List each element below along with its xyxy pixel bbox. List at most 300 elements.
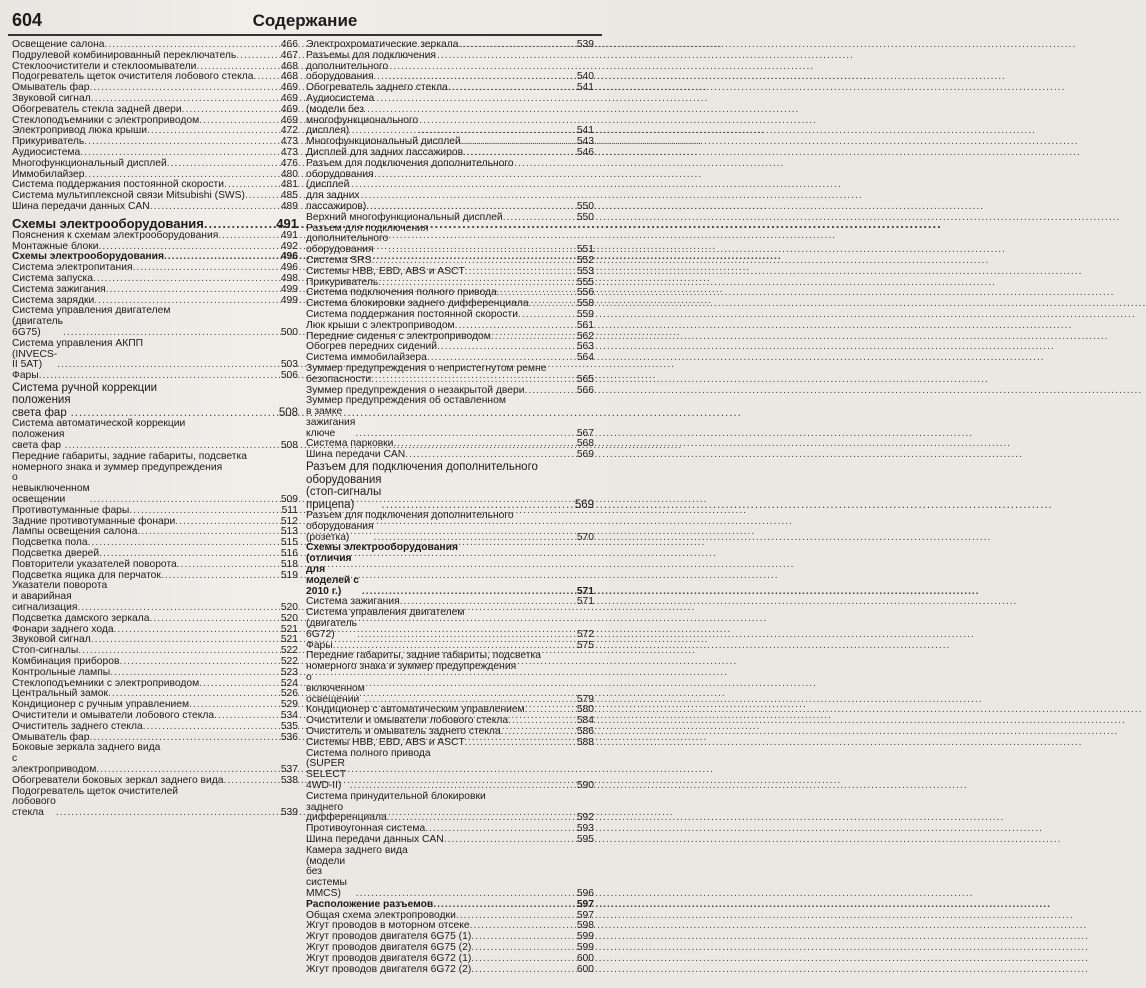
- toc-entry-title: Фары: [306, 639, 333, 651]
- toc-entry-page: 519: [280, 569, 298, 581]
- toc-entry-page: 586: [576, 726, 594, 738]
- toc-entry: [306, 846, 594, 900]
- toc-entry-title: Обогреватель заднего стекла: [306, 82, 448, 94]
- toc-entry-page: 567: [576, 427, 594, 439]
- toc-entry-title: Контрольные лампы: [12, 666, 111, 678]
- toc-entry-title: Стеклоподъемники с электроприводом: [12, 677, 200, 689]
- toc-entry-title: Повторители указателей поворота: [12, 558, 177, 570]
- toc-entry-page: 503: [280, 359, 298, 371]
- leader-dots: [465, 738, 576, 749]
- toc-entry: [12, 339, 298, 371]
- leader-dots: [471, 965, 576, 976]
- toc-entry-title: Стеклоподъемники с электроприводом: [12, 114, 200, 126]
- toc-entry-title: Аудиосистема: [12, 146, 81, 158]
- toc-entry-title: о включенном освещении: [306, 672, 365, 705]
- toc-entry-page: 546: [576, 146, 594, 158]
- toc-entry-page: 508: [278, 406, 298, 419]
- leader-dots: [39, 371, 280, 382]
- page-title: Содержание: [252, 11, 358, 30]
- toc-entry-page: 473: [280, 146, 298, 158]
- toc-entry-page: 553: [576, 265, 594, 277]
- toc-entry-title: Подсветка дамского зеркала: [12, 612, 150, 624]
- toc-entry-title: Обогреватели боковых зеркал заднего вида: [12, 774, 224, 786]
- toc-entry-page: 469: [280, 92, 298, 104]
- toc-entry-title: Иммобилайзер: [12, 168, 85, 180]
- toc-entry: [12, 581, 298, 613]
- toc-entry-page: 468: [280, 60, 298, 72]
- toc-entry: [306, 792, 594, 824]
- toc-entry-page: 556: [576, 287, 594, 299]
- toc-entry: [306, 267, 594, 278]
- toc-entry-title-line: Передние габариты, задние габариты, подсветка: [306, 650, 541, 662]
- toc-entry-title: Система зажигания: [306, 596, 400, 608]
- toc-entry-title: Фары: [12, 370, 39, 382]
- toc-entry-page: 539: [576, 39, 594, 50]
- toc-entry: [12, 560, 298, 571]
- toc-entry-page: 539: [280, 807, 298, 819]
- toc-entry-title: Многофункциональный дисплей: [12, 157, 167, 169]
- toc-entry-title: (дисплей для задних пассажиров): [306, 179, 367, 212]
- toc-entry-page: 571: [576, 585, 594, 597]
- toc-entry-title: Верхний многофункциональный дисплей: [306, 211, 503, 223]
- toc-entry-title: Обогрев передних сидений: [306, 341, 437, 353]
- toc-right-column: [306, 40, 594, 975]
- toc-entry-title: Прикуриватель: [306, 276, 379, 288]
- toc-entry-page: 469: [280, 103, 298, 115]
- toc-entry-page: 491: [280, 229, 298, 241]
- toc-entry-page: 496: [280, 251, 298, 263]
- toc-entry-page: 469: [280, 114, 298, 126]
- toc-entry: [12, 722, 298, 733]
- toc-entry-title-line: Система управления АКПП: [12, 337, 144, 349]
- toc-entry-title-line: Разъем для подключения дополнительного: [306, 510, 514, 522]
- toc-entry-title: дополнительного оборудования: [306, 60, 389, 83]
- toc-entry-page: 521: [280, 634, 298, 646]
- toc-entry-title: Электропривод люка крыши: [12, 125, 148, 137]
- toc-entry-title: лобового стекла: [12, 796, 56, 819]
- toc-entry: [306, 94, 594, 137]
- toc-entry-title: Жгут проводов двигателя 6G72 (1): [306, 952, 472, 964]
- leader-dots: [218, 231, 280, 242]
- toc-entry-title: Подсветка ящика для перчаток: [12, 569, 161, 581]
- toc-entry-page: 522: [280, 645, 298, 657]
- toc-entry-title: Монтажные блоки: [12, 240, 99, 252]
- leader-dots: [448, 83, 576, 94]
- toc-entry-title-line: Система принудительной блокировки: [306, 790, 486, 802]
- toc-entry-page: 600: [576, 952, 594, 964]
- page-header: [8, 10, 602, 34]
- toc-entry: [306, 900, 594, 911]
- toc-entry-page: 598: [576, 920, 594, 932]
- toc-entry-title-line: Боковые зеркала заднего вида: [12, 742, 161, 754]
- toc-entry-page: 520: [280, 601, 298, 613]
- toc-entry-title-line: Разъем для подключения дополнительного: [306, 461, 538, 474]
- toc-entry-title: Кондиционер с ручным управлением: [12, 699, 190, 711]
- toc-entry-title: Многофункциональный дисплей: [306, 136, 461, 148]
- toc-entry: [306, 651, 594, 705]
- toc-entry-title: Жгут проводов двигателя 6G75 (2): [306, 941, 472, 953]
- toc-entry-title-line: Камера заднего вида: [306, 844, 408, 856]
- toc-entry-page: 508: [280, 440, 298, 451]
- toc-entry-title: оборудования (стоп-сигналы прицепа): [306, 473, 382, 511]
- toc-entry-title: Системы HBB, EBD, ABS и ASCT: [306, 265, 465, 277]
- toc-entry-title: Жгут проводов двигателя 6G72 (2): [306, 963, 472, 975]
- toc-entry-title: Схемы электрооборудования: [12, 251, 164, 263]
- leader-dots: [150, 614, 280, 625]
- toc-entry-title: (INVECS-II 5AT): [12, 348, 58, 371]
- toc-entry: [306, 321, 594, 332]
- toc-entry-title: Прикуриватель: [12, 136, 85, 148]
- toc-entry-title: Лампы освещения салона: [12, 526, 138, 538]
- toc-entry-title: Освещение салона: [12, 39, 105, 50]
- toc-entry-page: 535: [280, 720, 298, 732]
- toc-entry: [12, 306, 298, 338]
- toc-entry-title-line: Подогреватель щеток очистителей: [12, 785, 179, 797]
- toc-entry: [306, 511, 594, 543]
- toc-entry-title: Противоугонная система: [306, 823, 426, 835]
- toc-entry-title: Омыватель фар: [12, 731, 90, 743]
- toc-entry-title: о невыключенном освещении: [12, 472, 90, 505]
- toc-entry: [12, 51, 298, 62]
- toc-entry-page: 575: [576, 639, 594, 651]
- header-rule: [8, 34, 602, 36]
- toc-entry-title-line: Разъемы для подключения: [306, 49, 436, 61]
- toc-entry-page: 540: [576, 71, 594, 83]
- toc-entry-title-line: Передние габариты, задние габариты, подсветка: [12, 450, 247, 462]
- toc-entry-page: 498: [280, 272, 298, 284]
- toc-entry-page: 596: [576, 887, 594, 899]
- leader-dots: [182, 105, 280, 116]
- toc-entry: [12, 371, 298, 382]
- toc-entry-page: 566: [576, 384, 594, 396]
- toc-entry: [306, 954, 594, 965]
- toc-entry-title: Омыватель фар: [12, 82, 90, 94]
- leader-dots: [458, 40, 575, 51]
- leader-dots: [110, 668, 280, 679]
- toc-entry-page: 492: [280, 240, 298, 252]
- toc-entry-title: Система подключения полного привода: [306, 287, 497, 299]
- toc-entry-page: 541: [576, 125, 594, 137]
- toc-entry-page: 491: [276, 215, 298, 231]
- leader-dots: [129, 506, 280, 517]
- toc-entry-page: 564: [576, 352, 594, 364]
- toc-entry: [306, 965, 594, 976]
- toc-entry-page: 506: [280, 370, 298, 382]
- toc-entry-title: Кондиционер с автоматическим управлением: [306, 704, 525, 716]
- toc-entry-title: с электроприводом: [12, 753, 97, 775]
- toc-entry-title: Система зарядки: [12, 294, 95, 306]
- toc-entry: [306, 461, 594, 511]
- toc-entry-page: 521: [280, 623, 298, 635]
- toc-entry-title: Очистители и омыватели лобового стекла: [12, 709, 215, 721]
- toc-entry: [306, 749, 594, 792]
- toc-entry-title: Система поддержания постоянной скорости: [306, 308, 518, 320]
- toc-entry: [12, 506, 298, 517]
- toc-entry-title: Звуковой сигнал: [12, 634, 91, 646]
- page-number: 604: [12, 10, 43, 30]
- toc-entry-page: 518: [280, 558, 298, 570]
- toc-entry: [306, 51, 594, 83]
- toc-entry-title: Очиститель и омыватель заднего стекла: [306, 726, 501, 738]
- toc-entry-page: 599: [576, 931, 594, 943]
- toc-entry-page: 469: [280, 82, 298, 94]
- toc-entry-page: 534: [280, 709, 298, 721]
- toc-entry-title: Подрулевой комбинированный переключатель: [12, 49, 237, 61]
- toc-entry-page: 538: [280, 774, 298, 786]
- toc-entry: [306, 608, 594, 640]
- leader-dots: [150, 202, 280, 213]
- toc-entry: [306, 543, 594, 597]
- toc-entry-page: 523: [280, 666, 298, 678]
- toc-entry-title: Комбинация приборов: [12, 655, 120, 667]
- toc-entry-title-line: Разъем для подключения: [306, 222, 429, 234]
- toc-entry-page: 537: [280, 763, 298, 775]
- toc-entry-title-line: номерного знака и зуммер предупреждения: [12, 461, 223, 473]
- toc-entry-title: Схемы электрооборудования: [12, 215, 204, 231]
- toc-entry-page: 541: [576, 82, 594, 94]
- toc-entry-title: Жгут проводов в моторном отсеке: [306, 920, 470, 932]
- toc-entry-title-line: Зуммер предупреждения об оставленном: [306, 395, 506, 407]
- toc-entry: [12, 452, 298, 506]
- toc-entry-page: 485: [280, 190, 298, 202]
- leader-dots: [465, 267, 576, 278]
- toc-entry-title: Очистители и омыватели лобового стекла: [306, 715, 509, 727]
- toc-entry-title: Шина передачи данных CAN: [12, 200, 150, 212]
- leader-dots: [433, 900, 576, 911]
- toc-entry-title: безопасности: [306, 373, 372, 385]
- toc-entry-title: Задние противотуманные фонари: [12, 515, 176, 527]
- toc-entry-page: 588: [576, 736, 594, 748]
- toc-entry: [12, 285, 298, 296]
- toc-entry-page: 590: [576, 780, 594, 791]
- toc-entry: [12, 787, 298, 819]
- toc-entry-title: положения света фар: [12, 429, 65, 451]
- toc-entry-title: дополнительного оборудования: [306, 233, 389, 256]
- toc-entry: [12, 105, 298, 116]
- toc-entry-page: 468: [280, 71, 298, 83]
- toc-entry-page: 550: [576, 211, 594, 223]
- toc-entry-page: 568: [576, 438, 594, 450]
- toc-entry-title: Система SRS: [306, 254, 372, 266]
- toc-entry: [306, 159, 594, 213]
- leader-dots: [405, 450, 576, 461]
- toc-entry: [12, 382, 298, 420]
- toc-entry-title: Подсветка пола: [12, 537, 88, 549]
- toc-entry-title: Подсветка дверей: [12, 547, 100, 559]
- toc-entry-page: 555: [576, 276, 594, 288]
- toc-entry-page: 536: [280, 731, 298, 743]
- toc-entry-page: 579: [576, 693, 594, 705]
- toc-entry-title: Система блокировки заднего дифференциала: [306, 298, 529, 310]
- toc-entry: [306, 450, 594, 461]
- toc-entry-title-line: Система ручной коррекции: [12, 381, 158, 394]
- toc-entry-page: 551: [576, 244, 594, 256]
- toc-entry-page: 467: [280, 49, 298, 61]
- toc-entry-page: 597: [576, 909, 594, 921]
- toc-entry-page: 520: [280, 612, 298, 624]
- leader-dots: [106, 285, 280, 296]
- toc-entry-title: (двигатель 6G72): [306, 618, 358, 640]
- toc-entry-title: Система зажигания: [12, 283, 106, 295]
- toc-entry-title: Противотуманные фары: [12, 504, 130, 516]
- toc-entry-page: 565: [576, 373, 594, 385]
- toc-entry-title: Центральный замок: [12, 688, 109, 700]
- toc-entry-title: Системы HBB, EBD, ABS и ASCT: [306, 736, 465, 748]
- toc-entry-page: 481: [280, 179, 298, 191]
- toc-entry-title: Обогреватель стекла задней двери: [12, 103, 182, 115]
- toc-entry-title: (двигатель 6G75): [12, 316, 64, 338]
- toc-entry-page: 593: [576, 823, 594, 835]
- leader-dots: [177, 560, 280, 571]
- toc-entry-title: Расположение разъемов: [306, 898, 434, 910]
- leader-dots: [161, 571, 280, 582]
- leader-dots: [455, 321, 576, 332]
- toc-left-column: [12, 40, 298, 819]
- leader-dots: [371, 375, 576, 386]
- toc-entry-page: 529: [280, 699, 298, 711]
- toc-entry-title: Передние сиденья с электроприводом: [306, 330, 491, 342]
- toc-entry: [306, 738, 594, 749]
- toc-entry-title: Система мультиплексной связи Mitsubishi (SWS): [12, 190, 245, 202]
- leader-dots: [524, 386, 575, 397]
- toc-entry: [12, 668, 298, 679]
- toc-entry: [306, 396, 594, 439]
- toc-entry-page: 559: [576, 308, 594, 320]
- toc-entry-page: 550: [576, 200, 594, 212]
- toc-entry-page: 543: [576, 136, 594, 148]
- toc-entry-title: (отличия для моделей с 2010 г.): [306, 553, 359, 597]
- toc-entry-title: Жгут проводов двигателя 6G75 (1): [306, 931, 472, 943]
- toc-entry-title-line: Разъем для подключения дополнительного: [306, 157, 514, 169]
- toc-entry-title-line: Аудиосистема: [306, 92, 375, 104]
- toc-entry-page: 571: [576, 596, 594, 608]
- toc-entry-page: 569: [574, 498, 594, 511]
- toc-entry-page: 496: [280, 262, 298, 274]
- toc-entry-page: 552: [576, 254, 594, 266]
- toc-entry-title: Очиститель заднего стекла: [12, 720, 143, 732]
- toc-entry-page: 473: [280, 136, 298, 148]
- toc-entry-page: 558: [576, 298, 594, 310]
- toc-entry-page: 472: [280, 125, 298, 137]
- toc-entry-title: в замке зажигания ключе: [306, 406, 356, 439]
- toc-entry: [12, 743, 298, 775]
- toc-entry-title-line: оборудования: [306, 168, 374, 180]
- toc-entry-page: 509: [280, 493, 298, 505]
- toc-entry: [12, 202, 298, 213]
- toc-entry-title: Фонари заднего хода: [12, 623, 114, 635]
- leader-dots: [471, 954, 576, 965]
- toc-entry-page: 500: [280, 326, 298, 338]
- toc-entry-title-line: Система автоматической коррекции: [12, 418, 186, 430]
- toc-entry: [12, 231, 298, 242]
- toc-entry-title: Система электропитания: [12, 262, 133, 274]
- toc-entry-page: 597: [576, 898, 594, 910]
- toc-entry-title: Система парковки: [306, 438, 394, 450]
- toc-entry-page: 516: [280, 547, 298, 559]
- toc-entry-title: Шина передачи данных CAN: [306, 833, 444, 845]
- toc-entry: [12, 419, 298, 451]
- toc-entry: [12, 776, 298, 787]
- leader-dots: [167, 159, 280, 170]
- toc-entry-page: 584: [576, 715, 594, 727]
- toc-entry-title-line: Указатели поворота: [12, 580, 108, 592]
- toc-entry-title: Шина передачи CAN: [306, 449, 406, 461]
- leader-dots: [223, 776, 279, 787]
- toc-entry-page: 513: [280, 526, 298, 538]
- toc-entry-title-line: Система управления двигателем: [12, 305, 171, 317]
- toc-entry-title-line: номерного знака и зуммер предупреждения: [306, 661, 517, 673]
- toc-entry-title: положения света фар: [12, 394, 71, 419]
- leader-dots: [236, 51, 280, 62]
- toc-entry: [12, 159, 298, 170]
- toc-entry-page: 515: [280, 537, 298, 549]
- toc-entry-page: 580: [576, 704, 594, 716]
- toc-entry-title: Система поддержания постоянной скорости: [12, 179, 224, 191]
- toc-entry-page: 522: [280, 655, 298, 667]
- toc-entry-title: Звуковой сигнал: [12, 92, 91, 104]
- toc-entry-title-line: Система полного привода: [306, 747, 431, 759]
- toc-entry-page: 489: [280, 200, 298, 212]
- toc-entry-page: 476: [280, 157, 298, 169]
- toc-entry-page: 466: [280, 39, 298, 50]
- toc-entry-page: 600: [576, 963, 594, 975]
- toc-entry-title: (модели без системы MMCS): [306, 855, 347, 899]
- toc-entry-title: Стеклоочистители и стеклоомыватели: [12, 60, 197, 72]
- toc-entry-title: Система иммобилайзера: [306, 352, 427, 364]
- toc-entry-page: 592: [576, 812, 594, 824]
- toc-entry-title: и аварийная сигнализация: [12, 591, 78, 613]
- toc-entry-title: Система запуска: [12, 272, 93, 284]
- toc-entry-title: Пояснения к схемам электрооборудования: [12, 229, 219, 241]
- toc-entry-title: Дисплей для задних пассажиров: [306, 146, 464, 158]
- toc-entry-page: 563: [576, 341, 594, 353]
- leader-dots: [444, 835, 576, 846]
- toc-entry-page: 569: [576, 449, 594, 461]
- toc-entry-title: (модели без многофункционального дисплея): [306, 103, 419, 137]
- toc-entry-page: 524: [280, 677, 298, 689]
- leader-dots: [204, 216, 275, 231]
- toc-entry-title: Люк крыши с электроприводом: [306, 319, 455, 331]
- toc-entry-page: 499: [280, 294, 298, 306]
- toc-entry-page: 511: [281, 504, 298, 516]
- toc-entry-page: 599: [576, 941, 594, 953]
- toc-entry-title-line: Схемы электрооборудования: [306, 542, 458, 554]
- toc-entry-title: (SUPER SELECT 4WD-II): [306, 758, 346, 791]
- toc-entry: [306, 224, 594, 256]
- toc-entry-title: Общая схема электропроводки: [306, 909, 456, 921]
- toc-entry: [306, 364, 594, 386]
- toc-entry-title: Электрохроматические зеркала: [306, 39, 459, 50]
- toc-entry-page: 561: [576, 319, 594, 331]
- toc-entry-title: заднего дифференциала: [306, 801, 387, 824]
- toc-entry-title-line: Система управления двигателем: [306, 607, 465, 619]
- toc-entry-page: 595: [576, 833, 594, 845]
- toc-entry-page: 512: [280, 515, 298, 527]
- toc-entry: [12, 614, 298, 625]
- toc-entry-title: Подогреватель щеток очистителя лобового стекла: [12, 71, 254, 83]
- toc-entry-title: Зуммер предупреждения о незакрытой двери: [306, 384, 525, 396]
- toc-entry-title: оборудования (розетка): [306, 520, 374, 543]
- leader-dots: [56, 808, 280, 819]
- leader-dots: [503, 213, 576, 224]
- leader-dots: [143, 722, 280, 733]
- toc-entry-page: 570: [576, 531, 594, 543]
- toc-entry-page: 499: [280, 283, 298, 295]
- toc-entry: [12, 216, 298, 231]
- toc-entry-page: 562: [576, 330, 594, 342]
- toc-entry-title: Стоп-сигналы: [12, 645, 79, 657]
- toc-entry-page: 572: [576, 628, 594, 640]
